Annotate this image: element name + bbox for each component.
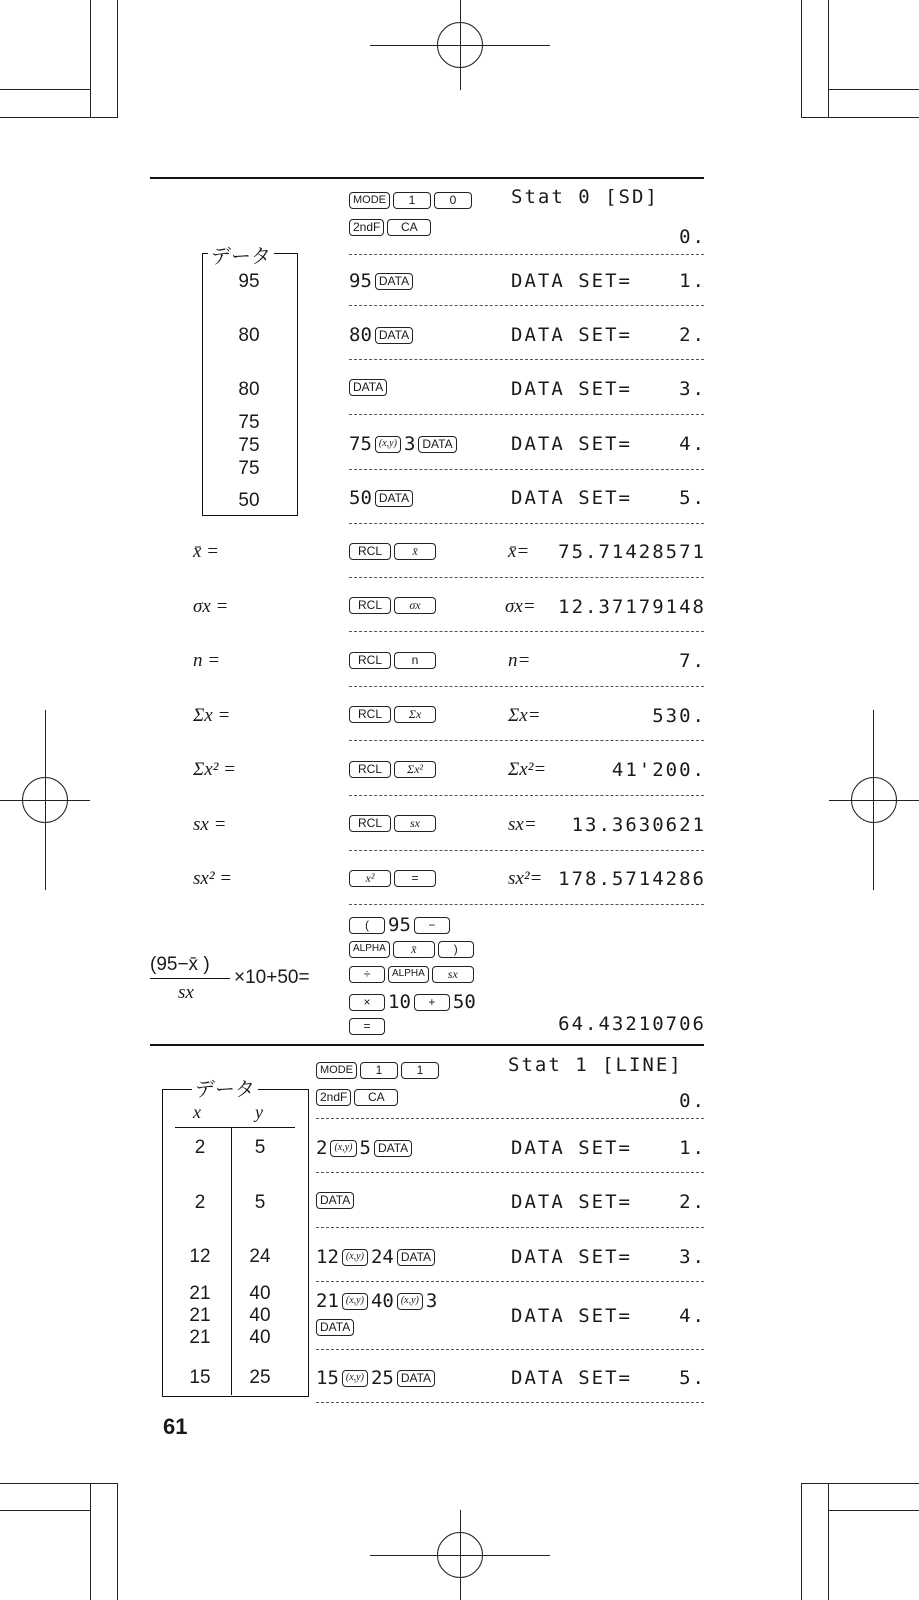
formula-keys-2	[349, 941, 477, 959]
sd-row-4-display: DATA SET=	[511, 433, 632, 455]
key-ca[interactable]: CA	[354, 1089, 398, 1106]
key-sx[interactable]: sx	[432, 966, 474, 983]
sd-row-4-keys	[349, 433, 460, 455]
line-data-box	[162, 1089, 309, 1397]
stat-display-sx: sx=	[508, 814, 537, 835]
key-minus[interactable]: −	[414, 917, 450, 934]
sd-row-3-display: DATA SET=	[511, 378, 632, 400]
stat-label-sum-x2: Σx² =	[193, 759, 236, 780]
key-close-paren[interactable]: )	[438, 941, 474, 958]
key-1[interactable]: 1	[401, 1062, 439, 1079]
stat-display-n: n=	[508, 650, 531, 671]
entry-15: 15	[316, 1367, 339, 1389]
line-row-1-result: 1.	[679, 1137, 706, 1159]
key-sum-x2[interactable]: Σx²	[394, 761, 436, 778]
entry-12: 12	[316, 1246, 339, 1268]
line-data-y: 25	[249, 1367, 271, 1388]
line-data-header: データ	[192, 1073, 258, 1102]
key-alpha[interactable]: ALPHA	[388, 966, 429, 983]
formula-keys-3	[349, 966, 477, 984]
line-data-x: 12	[189, 1246, 211, 1267]
stat-result-n: 7.	[679, 650, 706, 672]
sd-data-value: 80	[238, 379, 260, 400]
line-row-2-keys	[316, 1192, 357, 1210]
stat-result-sum-x: 530.	[652, 705, 706, 727]
sd-row-2-keys	[349, 324, 416, 346]
entry-50: 50	[349, 487, 372, 509]
key-rcl[interactable]: RCL	[349, 652, 391, 669]
line-data-y: 40	[249, 1327, 271, 1348]
formula-numerator: (95−x̄ )	[150, 954, 210, 975]
line-col-y: y	[255, 1102, 263, 1122]
line-row-0-keys	[316, 1062, 442, 1080]
line-row-5-keys	[316, 1367, 438, 1389]
sd-row-3-result: 3.	[679, 378, 706, 400]
sd-row-0-keys-2	[349, 219, 434, 237]
key-1[interactable]: 1	[360, 1062, 398, 1079]
line-row-4-keys-2	[316, 1319, 357, 1337]
sd-row-1-result: 1.	[679, 270, 706, 292]
stat-label-n: n =	[193, 650, 221, 671]
entry-3: 3	[403, 433, 416, 455]
key-data[interactable]: DATA	[375, 273, 413, 290]
entry-50: 50	[452, 991, 476, 1013]
sd-row-0-keys	[349, 192, 475, 210]
key-n[interactable]: n	[394, 652, 436, 669]
stat-keys-n	[349, 652, 439, 670]
key-mean[interactable]: x̄	[394, 543, 436, 560]
sd-row-1-display: DATA SET=	[511, 270, 632, 292]
line-row-4-result: 4.	[679, 1305, 706, 1327]
line-data-y: 40	[249, 1283, 271, 1304]
key-data[interactable]: DATA	[349, 379, 387, 396]
stat-keys-mean	[349, 543, 439, 561]
line-data-x: 15	[189, 1367, 211, 1388]
key-sum-x[interactable]: Σx	[394, 706, 436, 723]
stat-keys-sum-x	[349, 706, 439, 724]
key-data[interactable]: DATA	[375, 490, 413, 507]
key-xy[interactable]: (x,y)	[330, 1140, 356, 1157]
sd-row-5-display: DATA SET=	[511, 487, 632, 509]
key-x-squared[interactable]: x²	[349, 870, 391, 887]
key-rcl[interactable]: RCL	[349, 706, 391, 723]
line-data-x: 21	[189, 1283, 211, 1304]
key-xy[interactable]: (x,y)	[342, 1293, 368, 1310]
line-row-1-display: DATA SET=	[511, 1137, 632, 1159]
line-row-3-result: 3.	[679, 1246, 706, 1268]
entry-25: 25	[370, 1367, 394, 1389]
key-equals[interactable]: =	[394, 870, 436, 887]
key-open-paren[interactable]: (	[349, 917, 385, 934]
formula-keys-1	[349, 914, 453, 936]
entry-10: 10	[388, 991, 411, 1013]
line-data-x: 2	[194, 1137, 206, 1158]
line-row-0-display: Stat 1 [LINE]	[508, 1054, 683, 1076]
stat-label-mean: x̄ =	[193, 541, 220, 562]
entry-75: 75	[349, 433, 372, 455]
key-multiply[interactable]: ×	[349, 994, 385, 1011]
sd-data-value: 75	[238, 412, 260, 433]
line-col-x: x	[193, 1102, 201, 1122]
line-data-y: 40	[249, 1305, 271, 1326]
key-data[interactable]: DATA	[397, 1249, 435, 1266]
sd-data-value: 80	[238, 325, 260, 346]
stat-display-sigma-x: σx=	[505, 596, 536, 617]
sd-row-4-result: 4.	[679, 433, 706, 455]
key-2ndf[interactable]: 2ndF	[316, 1089, 351, 1106]
line-row-0-result: 0.	[679, 1090, 706, 1112]
line-data-y: 5	[254, 1137, 266, 1158]
entry-95: 95	[388, 914, 411, 936]
key-data[interactable]: DATA	[316, 1192, 354, 1209]
key-data[interactable]: DATA	[316, 1319, 354, 1336]
key-equals[interactable]: =	[349, 1018, 385, 1035]
key-rcl[interactable]: RCL	[349, 543, 391, 560]
formula-denominator: sx	[178, 982, 194, 1003]
key-0[interactable]: 0	[434, 192, 472, 209]
entry-2: 2	[316, 1137, 328, 1159]
formula-result: 64.43210706	[558, 1013, 706, 1035]
key-xy[interactable]: (x,y)	[397, 1293, 423, 1310]
sd-row-0-result: 0.	[679, 226, 706, 248]
key-data[interactable]: DATA	[375, 327, 413, 344]
line-row-3-keys	[316, 1246, 438, 1268]
sd-data-value: 50	[238, 490, 260, 511]
stat-keys-sx	[349, 815, 439, 833]
sd-row-5-result: 5.	[679, 487, 706, 509]
stat-result-sum-x2: 41'200.	[611, 759, 706, 781]
key-xy[interactable]: (x,y)	[375, 436, 401, 453]
line-data-x: 21	[189, 1305, 211, 1326]
stat-display-sum-x: Σx=	[508, 705, 541, 726]
key-divide[interactable]: ÷	[349, 966, 385, 983]
sd-row-0-display: Stat 0 [SD]	[511, 186, 659, 208]
key-mode[interactable]: MODE	[316, 1062, 357, 1079]
key-rcl[interactable]: RCL	[349, 597, 391, 614]
entry-95: 95	[349, 270, 372, 292]
line-row-2-result: 2.	[679, 1191, 706, 1213]
line-row-5-display: DATA SET=	[511, 1367, 632, 1389]
stat-keys-sx2	[349, 870, 439, 888]
line-data-y: 5	[254, 1192, 266, 1213]
sd-data-value: 75	[238, 458, 260, 479]
sd-row-2-result: 2.	[679, 324, 706, 346]
key-data[interactable]: DATA	[397, 1370, 435, 1387]
entry-5: 5	[359, 1137, 371, 1159]
stat-keys-sum-x2	[349, 761, 439, 779]
key-1[interactable]: 1	[393, 192, 431, 209]
key-xy[interactable]: (x,y)	[342, 1370, 368, 1387]
sd-row-5-keys	[349, 487, 416, 509]
line-row-4-keys	[316, 1290, 440, 1312]
stat-result-sigma-x: 12.37179148	[558, 596, 706, 618]
sd-data-value: 95	[238, 271, 260, 292]
entry-21: 21	[316, 1290, 339, 1312]
line-row-5-result: 5.	[679, 1367, 706, 1389]
line-row-0-keys-2	[316, 1089, 401, 1107]
sd-data-value: 75	[238, 435, 260, 456]
sd-data-header: データ	[208, 240, 274, 269]
key-plus[interactable]: +	[414, 994, 450, 1011]
stat-display-sum-x2: Σx²=	[508, 759, 547, 780]
key-data[interactable]: DATA	[418, 436, 456, 453]
key-rcl[interactable]: RCL	[349, 815, 391, 832]
stat-label-sx: sx =	[193, 814, 227, 835]
line-row-2-display: DATA SET=	[511, 1191, 632, 1213]
line-data-x: 21	[189, 1327, 211, 1348]
stat-display-mean: x̄=	[508, 541, 530, 562]
sd-row-3-keys	[349, 379, 390, 397]
stat-display-sx2: sx²=	[508, 868, 543, 889]
key-2ndf[interactable]: 2ndF	[349, 219, 384, 236]
line-data-x: 2	[194, 1192, 206, 1213]
key-data[interactable]: DATA	[374, 1140, 412, 1157]
page-number: 61	[163, 1414, 188, 1439]
sd-row-1-keys	[349, 270, 416, 292]
stat-label-sigma-x: σx =	[193, 596, 229, 617]
stat-label-sx2: sx² =	[193, 868, 233, 889]
formula-keys-5	[349, 1018, 388, 1036]
entry-80: 80	[349, 324, 372, 346]
entry-3: 3	[425, 1290, 438, 1312]
key-mean[interactable]: x̄	[393, 941, 435, 958]
line-row-4-display: DATA SET=	[511, 1305, 632, 1327]
key-ca[interactable]: CA	[387, 219, 431, 236]
stat-result-sx2: 178.5714286	[558, 868, 706, 890]
section-divider	[150, 1044, 704, 1046]
sd-row-2-display: DATA SET=	[511, 324, 632, 346]
key-mode[interactable]: MODE	[349, 192, 390, 209]
top-rule	[150, 177, 704, 179]
stat-result-sx: 13.3630621	[571, 814, 706, 836]
entry-40: 40	[370, 1290, 394, 1312]
formula-keys-4	[349, 991, 479, 1013]
key-alpha[interactable]: ALPHA	[349, 941, 390, 958]
line-row-1-keys	[316, 1137, 415, 1159]
stat-result-mean: 75.71428571	[558, 541, 706, 563]
line-row-3-display: DATA SET=	[511, 1246, 632, 1268]
key-sx[interactable]: sx	[394, 815, 436, 832]
formula-rest: ×10+50=	[234, 967, 310, 988]
entry-24: 24	[370, 1246, 394, 1268]
stat-label-sum-x: Σx =	[193, 705, 231, 726]
key-rcl[interactable]: RCL	[349, 761, 391, 778]
key-xy[interactable]: (x,y)	[342, 1249, 368, 1266]
key-sigma-x[interactable]: σx	[394, 597, 436, 614]
stat-keys-sigma-x	[349, 597, 439, 615]
line-data-y: 24	[249, 1246, 271, 1267]
